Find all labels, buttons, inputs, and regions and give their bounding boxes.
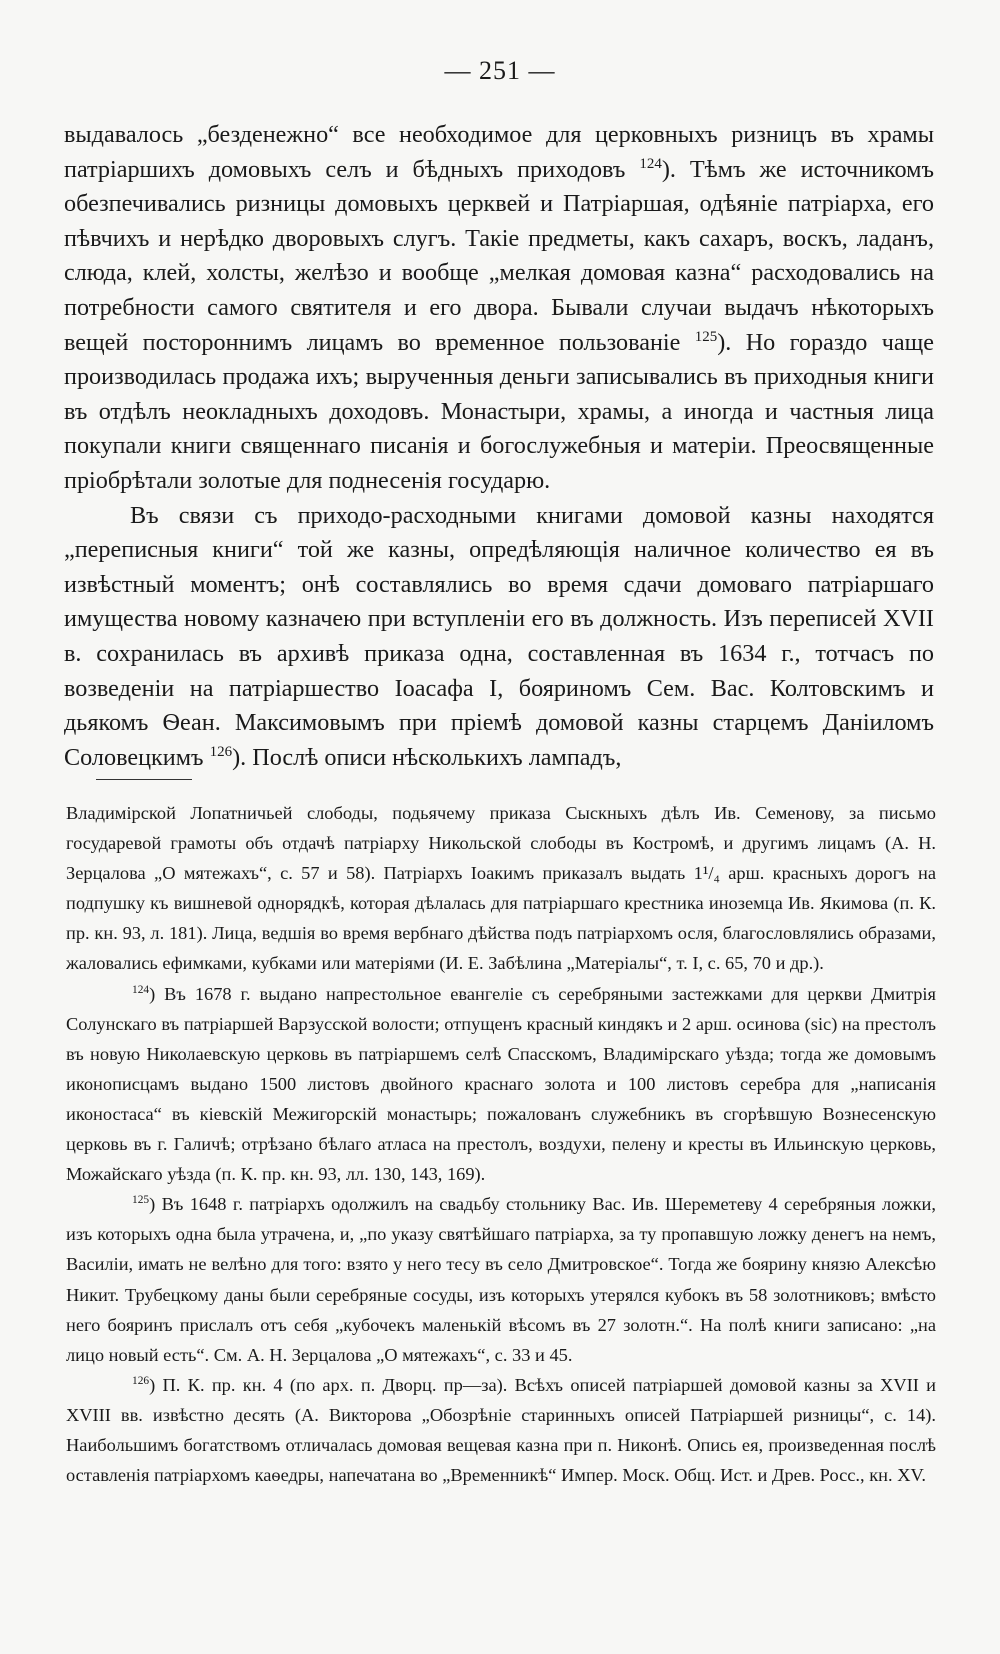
footnote-124-text: ) Въ 1678 г. выдано напрестольное евангеліе съ серебряными застежками для церкви Дмитрія Солунскаго въ патріаршей Варзусской волости; отпущенъ красный киндякъ и 2 арш. осинова (sic) на престолъ въ новую Николаевскую церковь въ патріаршемъ селѣ Спасскомъ, Владимірскаго уѣзда; тогда же домовымъ иконописцамъ выдано 1500 листовъ двойного краснаго золота и 100 листовъ серебра для „написанія иконостаса“ въ кіевскій Межигорскій монастырь; пожалованъ служебникъ въ сгорѣвшую Вознесенскую церковь въ г. Галичѣ; отрѣзано бѣлаго атласа на престолъ, воздухи, пелену и кресты въ Ильинскую церковь, Можайскаго уѣзда (п. К. пр. кн. 93, лл. 130, 143, 169).	[66, 983, 936, 1185]
footnote-125	[66, 1189, 936, 1370]
footnote-126-text: ) П. К. пр. кн. 4 (по арх. п. Дворц. пр—за). Всѣхъ описей патріаршей домовой казны за XVII и XVIII вв. извѣстно десять (А. Викторова „Обозрѣніе старинныхъ описей Патріаршей ризницы“, с. 14). Наибольшимъ богатствомъ отличалась домовая вещевая казна при п. Никонѣ. Опись ея, произведенная послѣ оставленія патріархомъ каѳедры, напечатана во „Временникѣ“ Импер. Моск. Общ. Ист. и Древ. Росс., кн. XV.	[66, 1374, 936, 1486]
footnote-continuation: Владимірской Лопатничьей слободы, подьячему приказа Сыскныхъ дѣлъ Ив. Семенову, за письмо государевой грамоты объ отдачѣ патріарху Никольской слободы въ Костромѣ, и другимъ лицамъ (А. Н. Зерцалова „О мятежахъ“, с. 57 и 58). Патріархъ Іоакимъ приказалъ выдать 1¹/₄ арш. красныхъ дорогъ на подпушку къ вишневой однорядкѣ, которая дѣлалась для патріаршаго крестника иноземца Ив. Якимова (п. К. пр. кн. 93, л. 181). Лица, ведшія во время вербнаго дѣйства подъ патріархомъ осля, благословлялись образами, жаловались ефимками, кубками или матеріями (И. Е. Забѣлина „Матеріалы“, т. I, с. 65, 70 и др.).	[66, 803, 936, 974]
paragraph-1-text-a: выдавалось „безденежно“ все необходимое для церковныхъ ризницъ въ храмы патріаршихъ домовыхъ селъ и бѣдныхъ приходовъ	[64, 121, 934, 183]
paragraph-1	[64, 118, 934, 499]
footnotes	[66, 798, 936, 1490]
main-text	[64, 118, 934, 775]
paragraph-1-text-b: ). Тѣмъ же источникомъ обезпечивались ризницы домовыхъ церквей и Патріаршая, одѣяніе патріарха, его пѣвчихъ и нерѣдко дворовыхъ слугъ. Такіе предметы, какъ сахаръ, воскъ, ладанъ, слюда, клей, холсты, желѣзо и вообще „мелкая домовая казна“ расходовались на потребности самого святителя и его двора. Бывали случаи выдачъ нѣкоторыхъ вещей постороннимъ лицамъ во временное пользованіе	[64, 155, 934, 356]
footnote-ref-124: 124	[639, 155, 662, 172]
footnote-125-text: ) Въ 1648 г. патріархъ одолжилъ на свадьбу стольнику Вас. Ив. Шереметеву 4 серебряныя ложки, изъ которыхъ одна была утрачена, и, „по указу святѣйшаго патріарха, за ту пропавшую ложку денегъ на немъ, Василіи, имать не велѣно для того: взято у него тесу въ село Дмитровское“. Тогда же боярину князю Алексѣю Никит. Трубецкому даны были серебряные сосуды, изъ которыхъ утерялся кубокъ въ 58 золотниковъ; вмѣсто него бояринъ прислалъ отъ себя „кубочекъ маленькій вѣсомъ въ 27 золотн.“. На полѣ книги записано: „на лицо новый есть“. См. А. Н. Зерцалова „О мятежахъ“, с. 33 и 45.	[66, 1194, 936, 1365]
paragraph-2-text-a: Въ связи съ приходо-расходными книгами домовой казны находятся „переписныя книги“ той же казны, опредѣляющія наличное количество ея въ извѣстный моментъ; онѣ составлялись во время сдачи домоваго патріаршаго имущества новому казначею при вступленіи его въ должность. Изъ переписей XVII в. сохранилась въ архивѣ приказа одна, составленная въ 1634 г., тотчасъ по возведеніи на патріаршество Іоасафа I, бояриномъ Сем. Вас. Колтовскимъ и дьякомъ Ѳеан. Максимовымъ при пріемѣ домовой казны старцемъ Даніиломъ Соловецкимъ	[64, 501, 934, 771]
paragraph-1-text-c: ). Но гораздо чаще производилась продажа ихъ; вырученныя деньги записывались въ приходныя книги въ отдѣлъ неокладныхъ доходовъ. Монастыри, храмы, а иногда и частныя лица покупали книги священнаго писанія и богослужебныя и матеріи. Преосвященные пріобрѣтали золотые для поднесенія государю.	[64, 328, 934, 494]
paragraph-2	[64, 499, 934, 776]
page-number: — 251 —	[444, 56, 556, 85]
footnote-mark-126: 126	[132, 1374, 150, 1387]
footnote-ref-125: 125	[694, 328, 718, 345]
footnote-124	[66, 979, 936, 1190]
footnote-divider	[96, 779, 192, 780]
footnote-126	[66, 1370, 936, 1490]
footnote-mark-125: 125	[132, 1194, 150, 1207]
footnote-mark-124: 124	[132, 983, 150, 996]
footnote-ref-126: 126	[209, 743, 233, 760]
paragraph-2-text-b: ). Послѣ описи нѣсколькихъ лампадъ,	[232, 743, 622, 771]
